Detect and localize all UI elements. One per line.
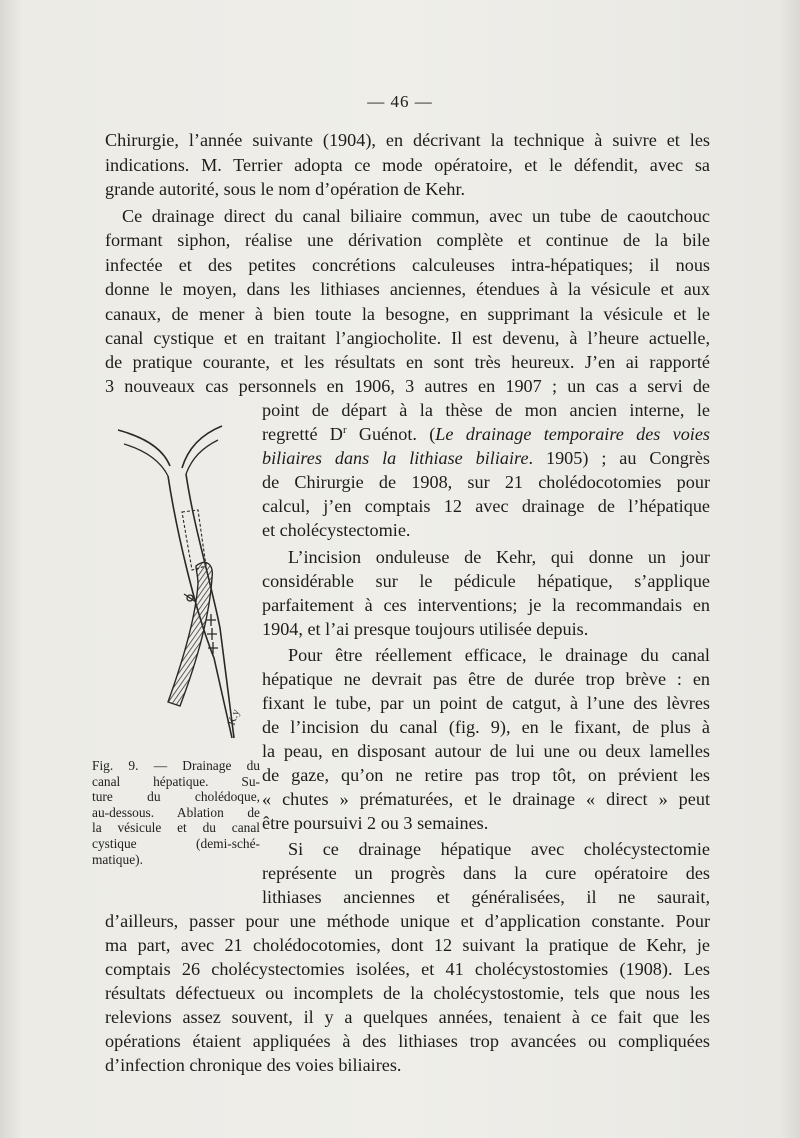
text-line: donne le moyen, dans les lithiases anciennes, étendues à la vésicule et aux: [105, 279, 710, 299]
text-line: Pour être réellement efficace, le drainage du canal: [288, 645, 710, 665]
text-line: canal cystique et en traitant l’angiocholite. Il est devenu, à l’heure actuelle,: [105, 328, 710, 348]
text-line: lithiases anciennes et généralisées, il ne saurait,: [262, 887, 710, 907]
caption-line: ture du cholédoque,: [92, 789, 260, 805]
text-line: d’ailleurs, passer pour une méthode unique et d’application constante. Pour: [105, 911, 710, 931]
text-line: point de départ à la thèse de mon ancien interne, le: [262, 400, 710, 420]
text-line: parfaitement à ces interventions; je la recommandais en: [262, 595, 710, 615]
text-line: infectée et des petites concrétions calculeuses intra-hépatiques; il nous: [105, 255, 710, 275]
text-line: indications. M. Terrier adopta ce mode opératoire, et le défendit, avec sa: [105, 155, 710, 175]
text-line: de Chirurgie de 1908, sur 21 cholédocotomies pour: [262, 472, 710, 492]
figure-caption: [92, 758, 260, 867]
text-line: Ce drainage direct du canal biliaire commun, avec un tube de caoutchouc: [122, 206, 710, 226]
suture-stitch: [208, 642, 218, 654]
citation-title: biliaires dans la lithiase biliaire: [262, 448, 529, 468]
caption-line: matique).: [92, 851, 143, 867]
text-line: représente un progrès dans la cure opératoire des: [262, 863, 710, 883]
text-line: comptais 26 cholécystectomies isolées, et 41 cholécystostomies (1908). Les: [105, 959, 710, 979]
text-line: formant siphon, réalise une dérivation complète et continue de la bile: [105, 230, 710, 250]
suture-stitch: [207, 628, 217, 640]
text-line: L’incision onduleuse de Kehr, qui donne un jour: [288, 547, 710, 567]
duct-right-inner-wall: [186, 440, 218, 474]
text-line: Chirurgie, l’année suivante (1904), en décrivant la technique à suivre et les: [105, 130, 710, 150]
text-line: opérations étaient appliquées à des lithiases trop avancées ou compliquées: [105, 1031, 710, 1051]
text-line: de l’incision du canal (fig. 9), en le fixant, de plus à: [262, 717, 710, 737]
text-line-with-citation: [262, 446, 710, 470]
citation-title: Le drainage temporaire des voies: [435, 424, 710, 444]
text-line: considérable sur le pédicule hépatique, s’applique: [262, 571, 710, 591]
duct-left-inner-wall: [124, 444, 168, 476]
text-line: grande autorité, sous le nom d’opération de Kehr.: [105, 179, 466, 199]
text-fragment: . 1905) ; au Congrès: [528, 448, 710, 468]
caption-line: Fig. 9. — Drainage du: [92, 758, 260, 773]
text-line: hépatique ne devrait pas être de durée trop brève : en: [262, 669, 710, 689]
text-line: la peau, en disposant autour de lui une ou deux lamelles: [262, 741, 710, 761]
text-line: être poursuivi 2 ou 3 semaines.: [262, 813, 489, 833]
superscript: r: [342, 423, 347, 436]
text-line: de pratique courante, et les résultats en sont très heureux. J’en ai rapporté: [105, 352, 710, 372]
duct-left-outer-wall: [118, 430, 170, 466]
caption-line: au-dessous. Ablation de: [92, 804, 260, 820]
text-line: relevions assez souvent, il y a quelques années, tenaient à ce fait que les: [105, 1007, 710, 1027]
common-duct-right-wall: [186, 474, 234, 738]
text-fragment: Guénot. (: [346, 424, 436, 444]
text-fragment: regretté D: [262, 424, 343, 444]
figure-hepatic-drainage-illustration: [110, 408, 260, 748]
engraver-signature: K.y: [225, 707, 243, 728]
text-line: ma part, avec 21 cholédocotomies, dont 12 suivant la pratique de Kehr, je: [105, 935, 710, 955]
text-line: et cholécystectomie.: [262, 520, 411, 540]
text-line: Si ce drainage hépatique avec cholécystectomie: [288, 839, 710, 859]
text-line: 1904, et l’ai presque toujours utilisée depuis.: [262, 619, 589, 639]
page-number: — 46 —: [367, 92, 433, 111]
caption-line: canal hépatique. Su-: [92, 773, 260, 789]
text-line: « chutes » prématurées, et le drainage « direct » peut: [262, 789, 710, 809]
text-line: fixant le tube, par un point de catgut, à l’une des lèvres: [262, 693, 710, 713]
text-line: d’infection chronique des voies biliaires.: [105, 1055, 402, 1075]
text-line: de gaze, qu’on ne retire pas trop tôt, on prévient les: [262, 765, 710, 785]
text-line-with-citation: [262, 422, 710, 446]
text-line: 3 nouveaux cas personnels en 1906, 3 autres en 1907 ; un cas a servi de: [105, 376, 710, 396]
text-line: calcul, j’en comptais 12 avec drainage de l’hépatique: [262, 496, 710, 516]
duct-right-outer-wall: [182, 426, 222, 468]
text-line: résultats défectueux ou incomplets de la cholécystostomie, tels que nous les: [105, 983, 710, 1003]
caption-line: la vésicule et du canal: [92, 820, 260, 836]
text-line: canaux, de mener à bien toute la besogne, en supprimant la vésicule et le: [105, 304, 710, 324]
caption-line: cystique (demi-sché-: [92, 835, 260, 851]
